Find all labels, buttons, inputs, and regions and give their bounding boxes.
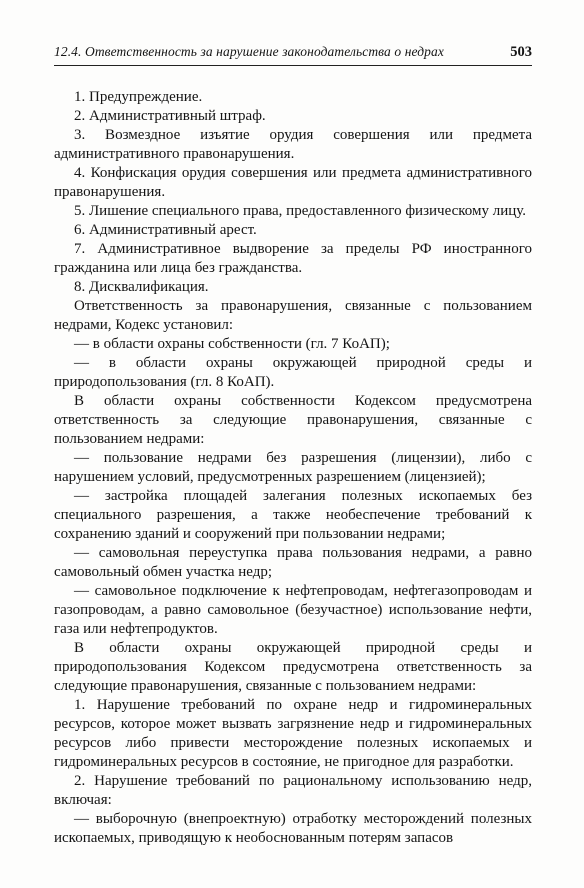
dash-item: — выборочную (внепроектную) отработку месторождений полезных ископаемых, приводящую к необоснованным потерям запасов <box>54 811 532 846</box>
list-item: 3. Возмездное изъятие орудия совершения или предмета административного правонарушения. <box>54 127 532 162</box>
body-text <box>54 88 532 848</box>
dash-item: — в области охраны окружающей природной среды и природопользования (гл. 8 КоАП). <box>54 355 532 390</box>
page-number: 503 <box>510 44 532 60</box>
list-item: 2. Административный штраф. <box>74 108 266 124</box>
list-item: 7. Административное выдворение за пределы РФ иностранного гражданина или лица без гражданства. <box>54 241 532 276</box>
dash-item: — пользование недрами без разрешения (лицензии), либо с нарушением условий, предусмотренных разрешением (лицензией); <box>54 450 532 485</box>
running-title: 12.4. Ответственность за нарушение законодательства о недрах <box>54 44 444 59</box>
list-item: 8. Дисквалификация. <box>74 279 209 295</box>
dash-item: — самовольное подключение к нефтепроводам, нефтегазопроводам и газопроводам, а равно самовольное (безучастное) использование нефти, газа или нефтепродуктов. <box>54 583 532 637</box>
list-item: 2. Нарушение требований по рациональному использованию недр, включая: <box>54 773 532 808</box>
dash-item: — застройка площадей залегания полезных ископаемых без специального разрешения, а также необеспечение требований к сохранению зданий и сооружений при пользовании недрами; <box>54 488 532 542</box>
paragraph: Ответственность за правонарушения, связанные с пользованием недрами, Кодекс установил: <box>54 298 532 333</box>
dash-item: — в области охраны собственности (гл. 7 КоАП); <box>74 336 390 352</box>
list-item: 4. Конфискация орудия совершения или предмета административного правонарушения. <box>54 165 532 200</box>
dash-item: — самовольная переуступка права пользования недрами, а равно самовольный обмен участка недр; <box>54 545 532 580</box>
list-item: 1. Предупреждение. <box>74 89 203 105</box>
running-header <box>54 44 532 66</box>
list-item: 6. Административный арест. <box>74 222 257 238</box>
list-item: 1. Нарушение требований по охране недр и гидроминеральных ресурсов, которое может вызвать загрязнение недр и гидроминеральных ресурсов либо привести месторождение полезных ископаемых и гидроминеральных ресурсов в состояние, не пригодное для разработки. <box>54 697 532 770</box>
list-item: 5. Лишение специального права, предоставленного физическому лицу. <box>74 203 527 219</box>
paragraph: В области охраны окружающей природной среды и природопользования Кодексом предусмотрена ответственность за следующие правонарушения, связанные с пользованием недрами: <box>54 640 532 694</box>
paragraph: В области охраны собственности Кодексом предусмотрена ответственность за следующие правонарушения, связанные с пользованием недрами: <box>54 393 532 447</box>
